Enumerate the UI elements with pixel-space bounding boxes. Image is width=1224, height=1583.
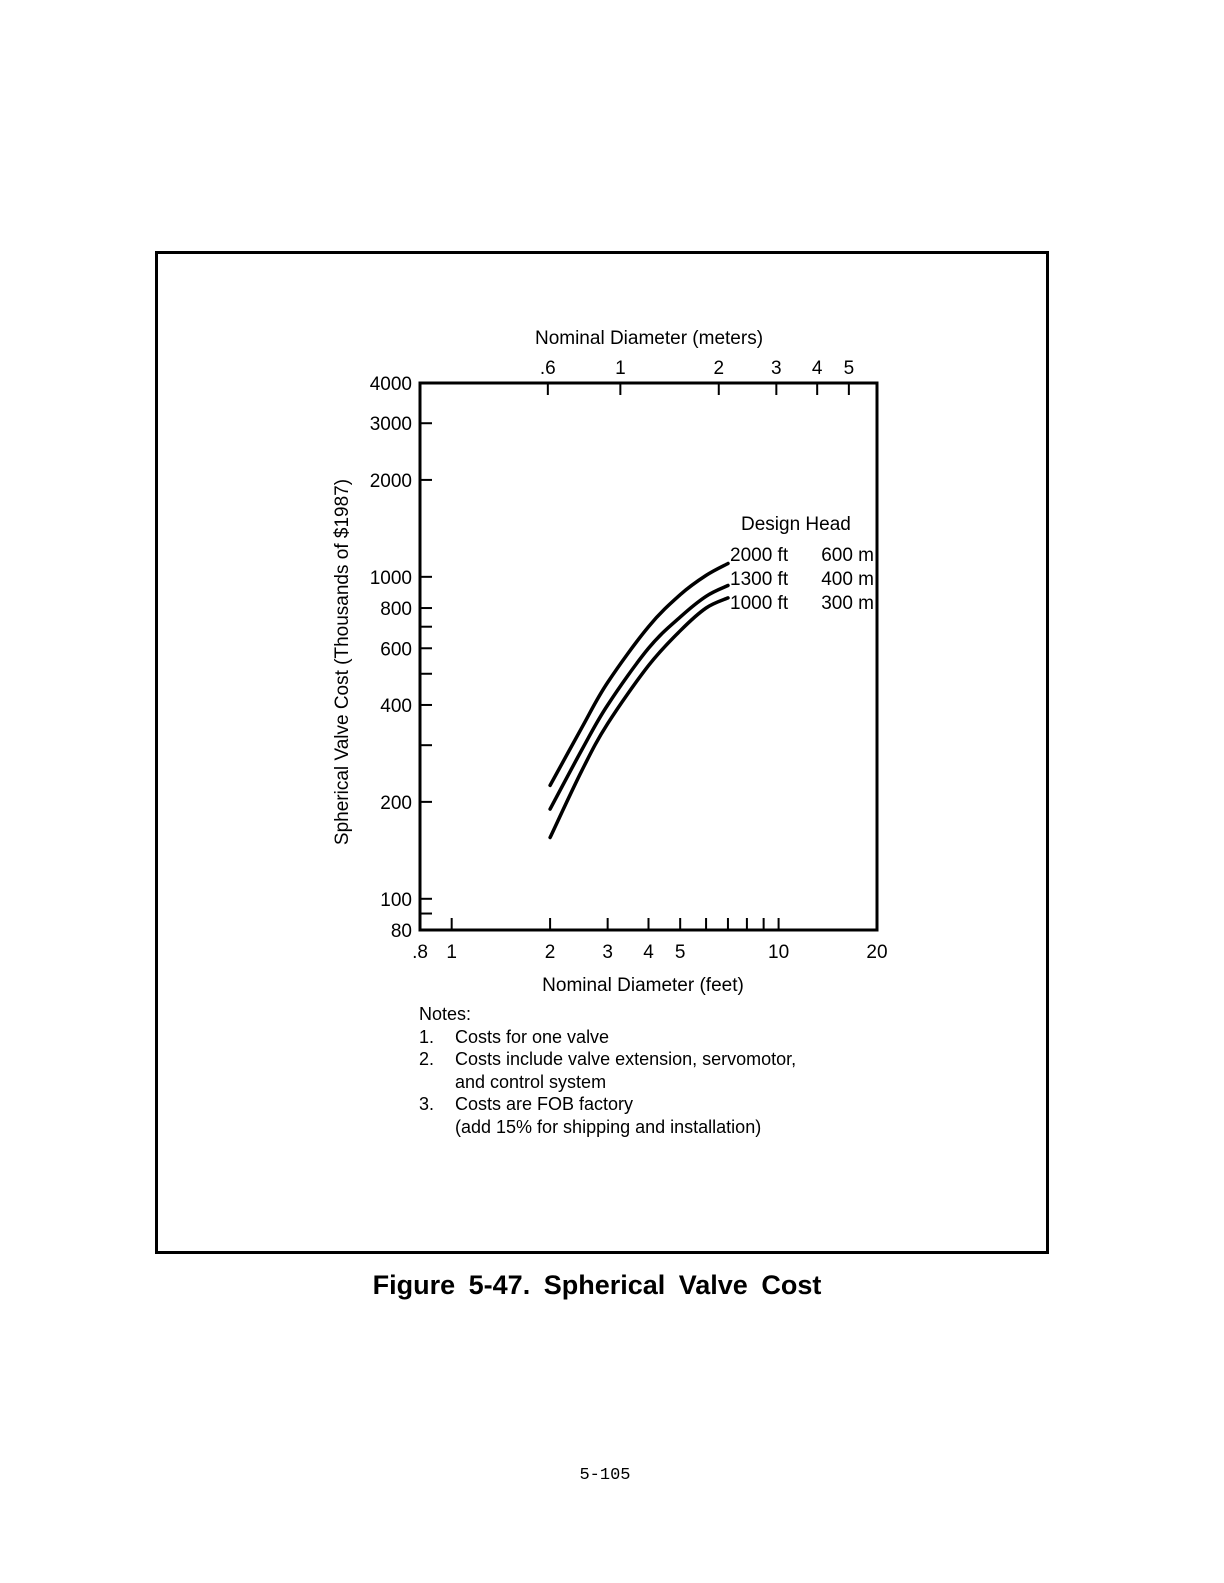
y-tick-label: 3000 (369, 414, 412, 436)
series-line-2 (550, 586, 728, 810)
x-tick-label: 3 (602, 942, 613, 963)
legend-label-ft: 2000 ft (730, 545, 789, 566)
y-axis-title: Spherical Valve Cost (Thousands of $1987) (332, 478, 353, 846)
y-tick-label: 800 (380, 599, 412, 621)
legend-label-ft: 1000 ft (730, 593, 789, 614)
note-item (419, 1093, 939, 1138)
y-tick-label: 200 (380, 792, 412, 814)
note-item (419, 1026, 939, 1049)
x2-tick-label: 3 (771, 358, 782, 379)
series-line-3 (550, 598, 728, 838)
legend-title: Design Head (741, 514, 851, 535)
x-tick-label: 1 (446, 942, 457, 963)
y-tick-label: 400 (380, 695, 412, 717)
y-tick-label: 2000 (369, 470, 412, 492)
y-tick-label: 4000 (369, 374, 412, 395)
notes-heading: Notes: (419, 1004, 472, 1024)
note-text: Costs for one valve (455, 1026, 610, 1047)
legend-label-m: 300 m (821, 593, 874, 614)
x2-tick-label: 1 (615, 358, 626, 379)
notes (419, 1003, 939, 1138)
x-tick-label: 2 (544, 942, 556, 963)
x-tick-label: 5 (674, 942, 686, 963)
y-tick-label: 80 (390, 921, 412, 942)
x2-axis-title: Nominal Diameter (meters) (534, 328, 764, 349)
legend-label-m: 400 m (821, 569, 874, 590)
plot-frame (420, 383, 877, 930)
note-number: 1. (419, 1026, 435, 1047)
note-text: Costs are FOB factory (add 15% for shipping and installation) (455, 1094, 762, 1137)
y-tick-label: 1000 (369, 567, 412, 589)
note-text: Costs include valve extension, servomotor, and control system (455, 1049, 797, 1092)
x-tick-label: .8 (412, 942, 428, 963)
x2-tick-label: 4 (811, 358, 823, 379)
y-tick-label: 100 (380, 889, 412, 911)
figure-caption: Figure 5-47. Spherical Valve Cost (372, 1270, 822, 1300)
series-line-1 (550, 564, 728, 786)
note-number: 2. (419, 1049, 435, 1069)
x-axis-title: Nominal Diameter (feet) (542, 975, 744, 996)
note-number: 3. (419, 1094, 435, 1114)
x-tick-label: 10 (768, 942, 790, 963)
note-item (419, 1048, 939, 1093)
x2-tick-label: 5 (843, 358, 855, 379)
x2-tick-label: 2 (713, 358, 725, 379)
x2-tick-label: .6 (539, 358, 556, 379)
y-tick-label: 600 (380, 639, 412, 661)
legend-label-m: 600 m (821, 545, 874, 566)
x-tick-label: 4 (643, 942, 654, 963)
page-number: 5-105 (579, 1466, 631, 1485)
legend-label-ft: 1300 ft (730, 569, 789, 590)
x-tick-label: 20 (866, 942, 888, 963)
